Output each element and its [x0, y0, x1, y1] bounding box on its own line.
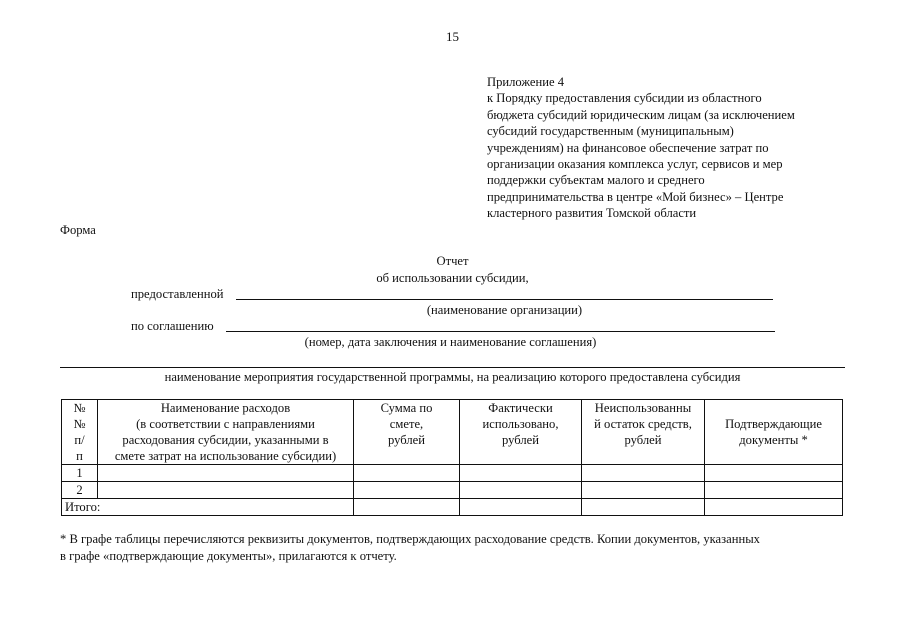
appendix-line: предпринимательства в центре «Мой бизнес» – Центре — [487, 189, 784, 204]
header-supporting-documents: Подтверждающие документы * — [705, 400, 843, 465]
table-header-row — [62, 400, 843, 465]
appendix-line: субсидий государственным (муниципальным) — [487, 124, 734, 139]
estimate-sum-cell[interactable] — [354, 482, 460, 499]
header-expense-name: Наименование расходов (в соответствии с направлениями расходования субсидии, указанными в смете затрат на использование субсидии) — [98, 400, 354, 465]
provided-label: предоставленной — [131, 287, 224, 301]
organization-name-hint: (наименование организации) — [426, 303, 583, 317]
actual-used-cell[interactable] — [460, 465, 582, 482]
total-unused-cell[interactable] — [582, 499, 705, 516]
appendix-line: бюджета субсидий юридическим лицам (за исключением — [487, 107, 795, 122]
page-number: 15 — [446, 29, 459, 44]
header-estimate-sum: Сумма по смете, рублей — [354, 400, 460, 465]
form-label: Форма — [60, 223, 96, 237]
appendix-line: кластерного развития Томской области — [487, 206, 697, 221]
footnote-line: в графе «подтверждающие документы», прилагаются к отчету. — [60, 549, 397, 563]
program-caption: наименование мероприятия государственной программы, на реализацию которого предоставлена субсидия — [164, 370, 741, 384]
agreement-field[interactable] — [226, 331, 775, 332]
appendix-line: Приложение 4 — [487, 75, 565, 89]
appendix-line: учреждениям) на финансовое обеспечение затрат по — [487, 140, 769, 155]
program-name-field[interactable] — [60, 367, 845, 368]
organization-name-field[interactable] — [236, 299, 773, 300]
agreement-label: по соглашению — [131, 319, 214, 333]
table-row — [62, 465, 843, 482]
row-number: 2 — [62, 482, 98, 499]
expense-name-cell[interactable] — [98, 482, 354, 499]
total-actual-cell[interactable] — [460, 499, 582, 516]
footnote-line: * В графе таблицы перечисляются реквизиты документов, подтверждающих расходование средств. Копии документов, указанных — [60, 532, 760, 546]
expense-name-cell[interactable] — [98, 465, 354, 482]
table-row — [62, 482, 843, 499]
unused-balance-cell[interactable] — [582, 465, 705, 482]
documents-cell[interactable] — [705, 465, 843, 482]
estimate-sum-cell[interactable] — [354, 465, 460, 482]
appendix-line: поддержки субъектам малого и среднего — [487, 173, 705, 188]
header-actual-used: Фактически использовано, рублей — [460, 400, 582, 465]
documents-cell[interactable] — [705, 482, 843, 499]
report-title: Отчет — [436, 254, 469, 268]
appendix-block — [487, 74, 847, 222]
header-unused-balance: Неиспользованны й остаток средств, рублей — [582, 400, 705, 465]
report-subtitle: об использовании субсидии, — [376, 271, 529, 285]
footnote — [60, 531, 845, 565]
agreement-hint: (номер, дата заключения и наименование соглашения) — [304, 335, 597, 349]
total-documents-cell[interactable] — [705, 499, 843, 516]
total-row — [62, 499, 843, 516]
unused-balance-cell[interactable] — [582, 482, 705, 499]
total-estimate-cell[interactable] — [354, 499, 460, 516]
actual-used-cell[interactable] — [460, 482, 582, 499]
row-number: 1 — [62, 465, 98, 482]
total-label: Итого: — [62, 499, 354, 516]
expenses-table — [61, 399, 843, 516]
appendix-line: к Порядку предоставления субсидии из областного — [487, 91, 762, 106]
header-number: № № п/ п — [62, 400, 98, 465]
appendix-line: организации оказания комплекса услуг, сервисов и мер — [487, 157, 783, 172]
